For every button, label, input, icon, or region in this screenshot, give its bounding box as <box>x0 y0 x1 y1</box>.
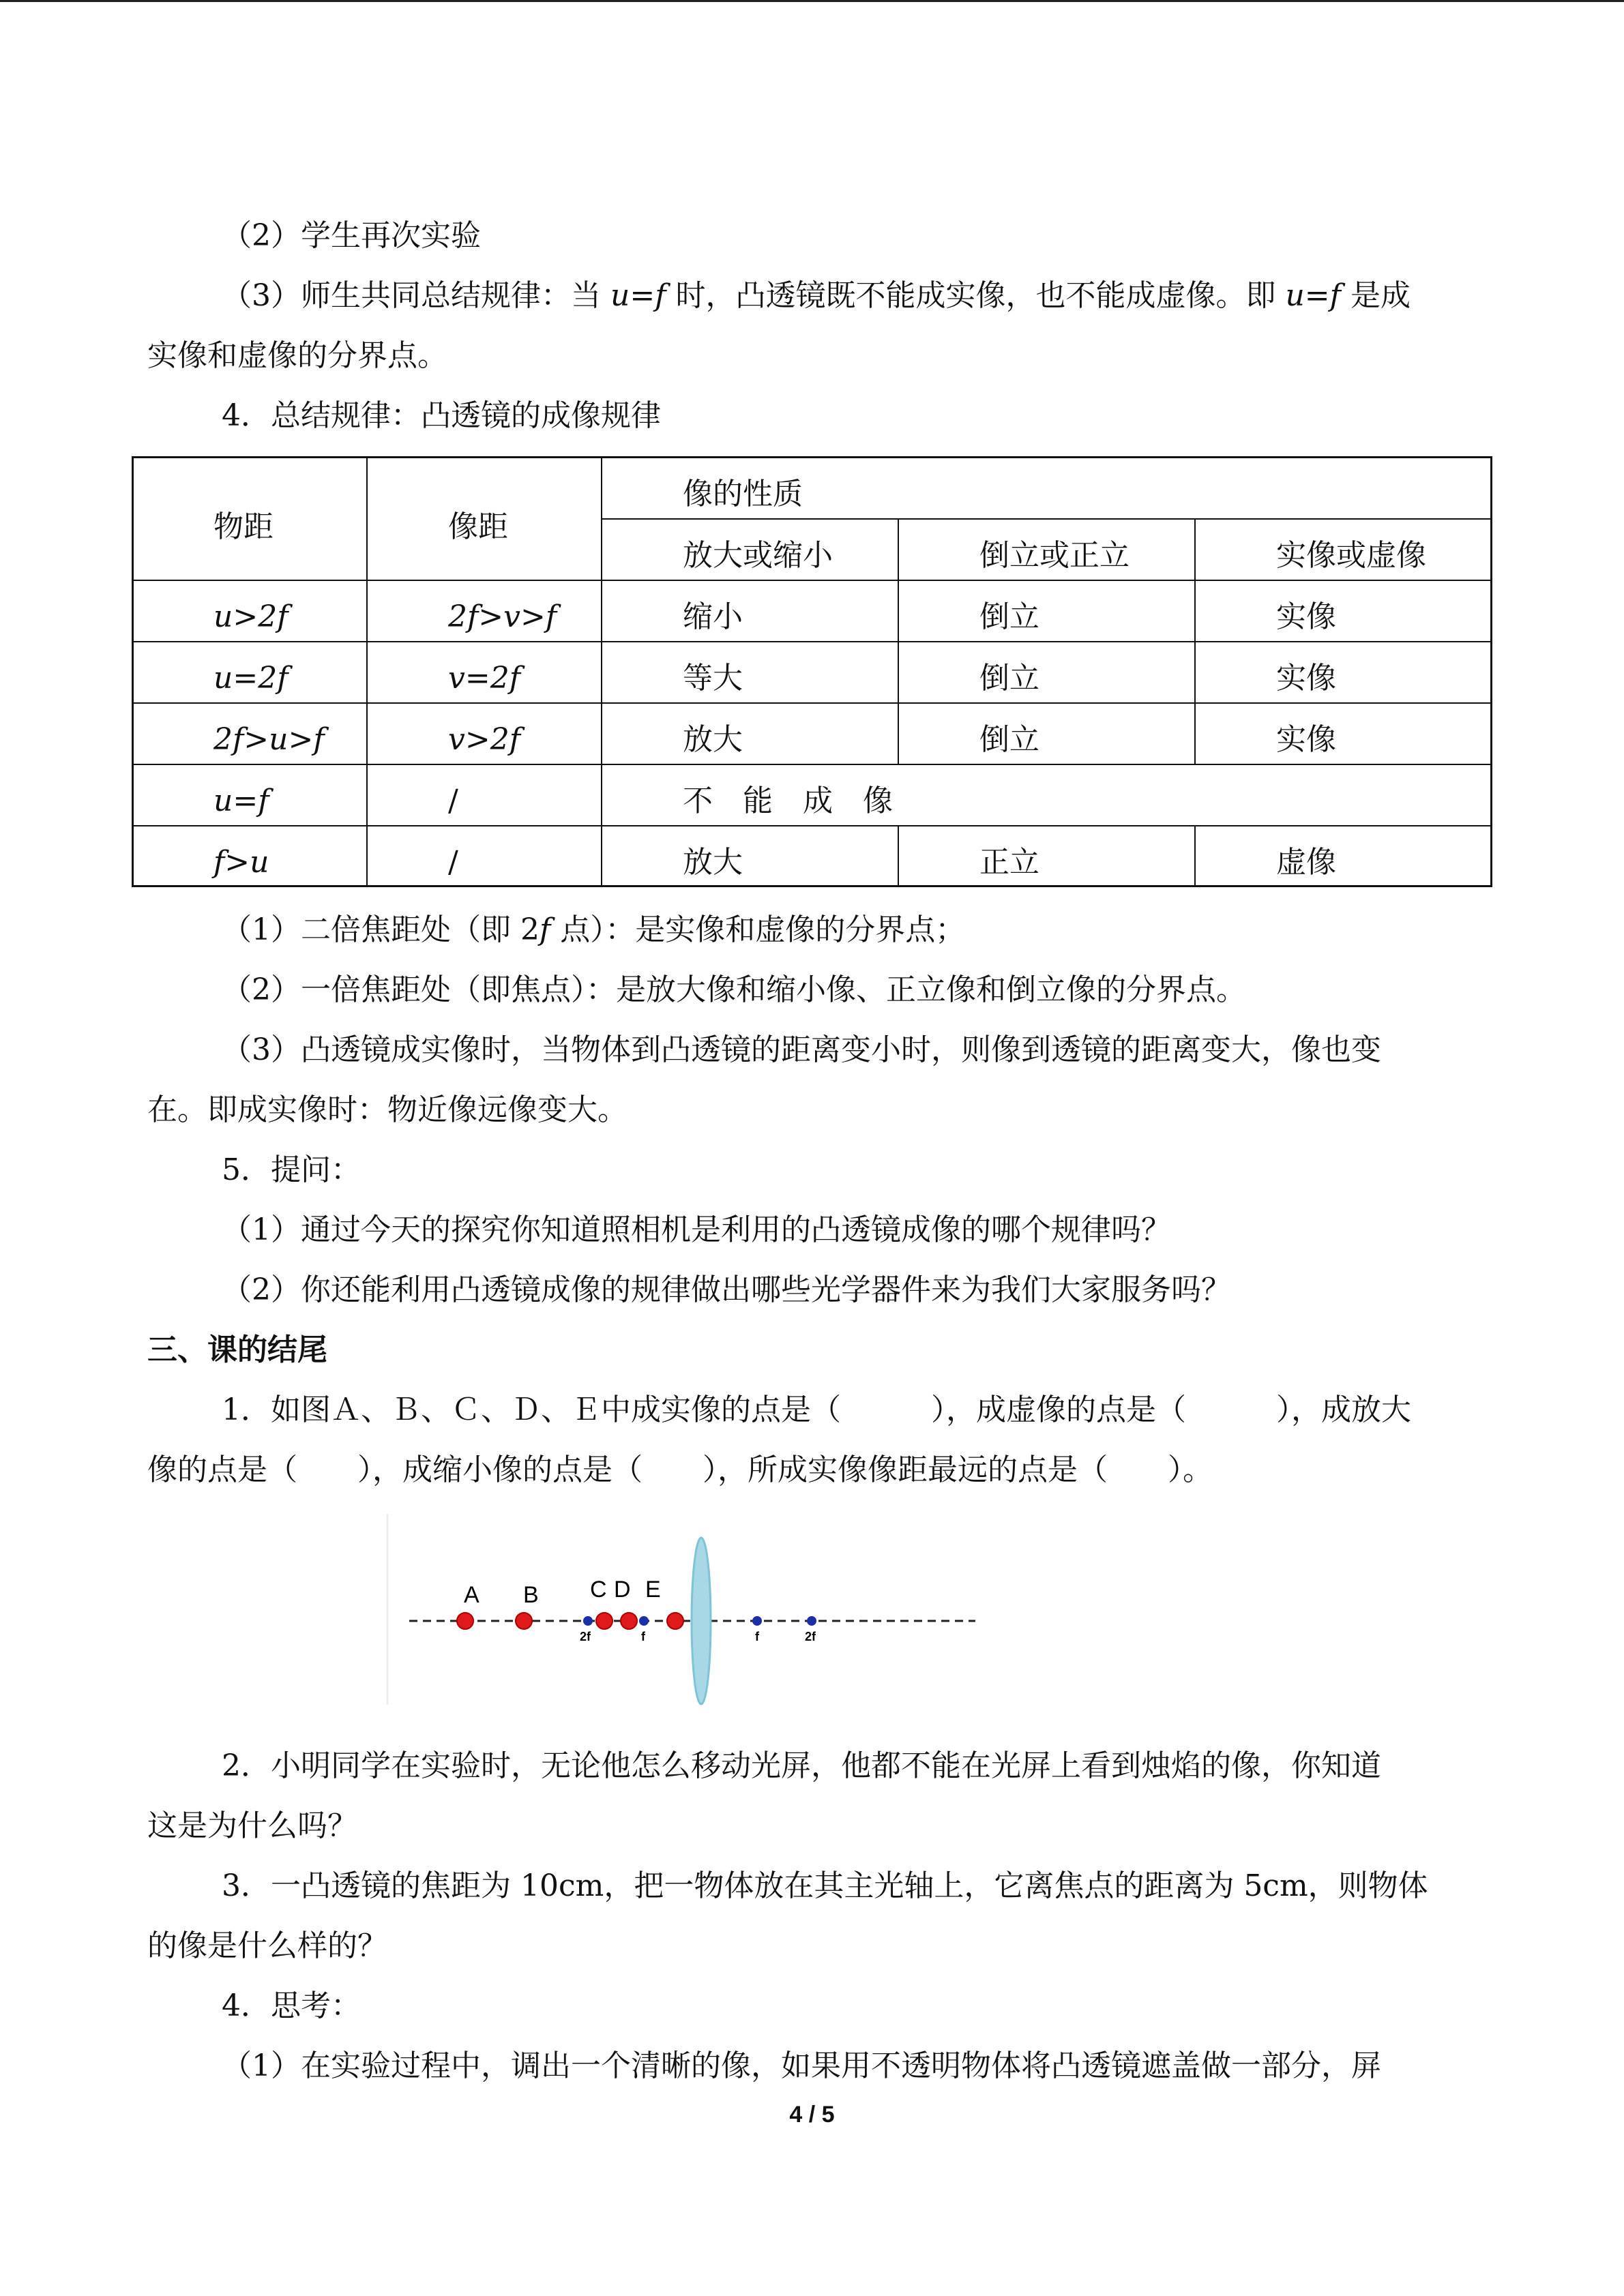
header-orientation: 倒立或正立 <box>979 538 1130 573</box>
point-a <box>457 1613 473 1629</box>
note-double-focus: （1）二倍焦距处（即 2f 点）：是实像和虚像的分界点； <box>222 912 966 947</box>
row-object-distance: u=f <box>213 784 269 818</box>
row-object-distance: u>2f <box>213 599 289 634</box>
exercise-4-sub1: （1）在实验过程中，调出一个清晰的像，如果用不透明物体将凸透镜遮盖做一部分，屏 <box>222 2048 1381 2083</box>
focus-f-right <box>752 1616 762 1626</box>
row-image-distance: / <box>448 784 458 818</box>
row-object-distance: u=2f <box>213 661 289 696</box>
point-label-b: B <box>523 1582 539 1608</box>
heading-questions: 5．提问： <box>222 1152 361 1187</box>
header-image-nature: 像的性质 <box>683 477 803 511</box>
exercise-1-cont: 像的点是（ ），成缩小像的点是（ ），所成实像像距最远的点是（ ）。 <box>147 1452 1213 1487</box>
convex-lens <box>692 1538 711 1704</box>
tick-label-f-right: f <box>755 1630 759 1643</box>
question-1: （1）通过今天的探究你知道照相机是利用的凸透镜成像的哪个规律吗？ <box>222 1212 1171 1247</box>
row-orientation: 倒立 <box>979 599 1039 634</box>
row-size: 放大 <box>683 845 743 880</box>
exercise-2-cont: 这是为什么吗？ <box>147 1808 357 1843</box>
paragraph-summary-rule-cont: 实像和虚像的分界点。 <box>147 338 447 373</box>
point-d <box>621 1613 637 1629</box>
row-orientation: 倒立 <box>979 722 1039 757</box>
row-size: 缩小 <box>683 599 743 634</box>
point-c <box>596 1613 612 1629</box>
row-image-distance: 2f>v>f <box>448 599 557 634</box>
row-type: 实像 <box>1276 661 1336 696</box>
point-label-a: A <box>464 1582 479 1608</box>
page-number: 4 / 5 <box>789 2102 835 2128</box>
point-b <box>516 1613 532 1629</box>
row-type: 实像 <box>1276 722 1336 757</box>
point-label-d: D <box>614 1577 631 1602</box>
row-size: 放大 <box>683 722 743 757</box>
tick-label-2f-right: 2f <box>805 1630 816 1643</box>
row-merged-no-image: 不 能 成 像 <box>683 784 893 818</box>
row-image-distance: v=2f <box>448 661 521 696</box>
tick-label-2f-left: 2f <box>580 1630 591 1643</box>
row-object-distance: f>u <box>213 845 269 880</box>
heading-imaging-rule: 4．总结规律：凸透镜的成像规律 <box>222 398 661 433</box>
point-label-c: C <box>590 1577 607 1602</box>
note-real-image-cont: 在。即成实像时：物近像远像变大。 <box>147 1092 628 1127</box>
header-size: 放大或缩小 <box>683 538 833 573</box>
paragraph-summary-rule: （3）师生共同总结规律：当 u=f 时，凸透镜既不能成实像，也不能成虚像。即 u=f 是成 <box>222 278 1411 313</box>
point-label-e: E <box>645 1577 661 1602</box>
header-object-distance: 物距 <box>213 509 274 544</box>
row-size: 等大 <box>683 661 743 696</box>
header-real-virtual: 实像或虚像 <box>1276 538 1426 573</box>
row-type: 虚像 <box>1276 845 1336 880</box>
top-border <box>0 0 1624 2</box>
row-orientation: 倒立 <box>979 661 1039 696</box>
exercise-3: 3．一凸透镜的焦距为 10cm，把一物体放在其主光轴上，它离焦点的距离为 5cm，则物体 <box>222 1868 1428 1903</box>
focus-2f-right <box>807 1616 816 1626</box>
lens-diagram <box>382 1514 996 1712</box>
exercise-1: 1．如图Ａ、Ｂ、Ｃ、Ｄ、Ｅ中成实像的点是（ ），成虚像的点是（ ），成放大 <box>222 1392 1411 1427</box>
paragraph-student-experiment: （2）学生再次实验 <box>222 218 481 253</box>
exercise-4: 4．思考： <box>222 1988 361 2023</box>
imaging-rule-table <box>132 456 1492 887</box>
focus-f-left <box>639 1616 649 1626</box>
question-2: （2）你还能利用凸透镜成像的规律做出哪些光学器件来为我们大家服务吗？ <box>222 1272 1231 1307</box>
row-type: 实像 <box>1276 599 1336 634</box>
exercise-2: 2．小明同学在实验时，无论他怎么移动光屏，他都不能在光屏上看到烛焰的像，你知道 <box>222 1748 1381 1783</box>
row-orientation: 正立 <box>979 845 1039 880</box>
row-object-distance: 2f>u>f <box>213 722 325 757</box>
note-real-image: （3）凸透镜成实像时，当物体到凸透镜的距离变小时，则像到透镜的距离变大，像也变 <box>222 1032 1381 1067</box>
row-image-distance: / <box>448 845 458 880</box>
exercise-3-cont: 的像是什么样的？ <box>147 1928 387 1963</box>
focus-2f-left <box>583 1616 593 1626</box>
header-image-distance: 像距 <box>448 509 508 544</box>
tick-label-f-left: f <box>641 1630 645 1643</box>
point-e <box>667 1613 683 1629</box>
section-title: 三、课的结尾 <box>147 1332 327 1367</box>
note-single-focus: （2）一倍焦距处（即焦点）：是放大像和缩小像、正立像和倒立像的分界点。 <box>222 972 1246 1007</box>
row-image-distance: v>2f <box>448 722 521 757</box>
